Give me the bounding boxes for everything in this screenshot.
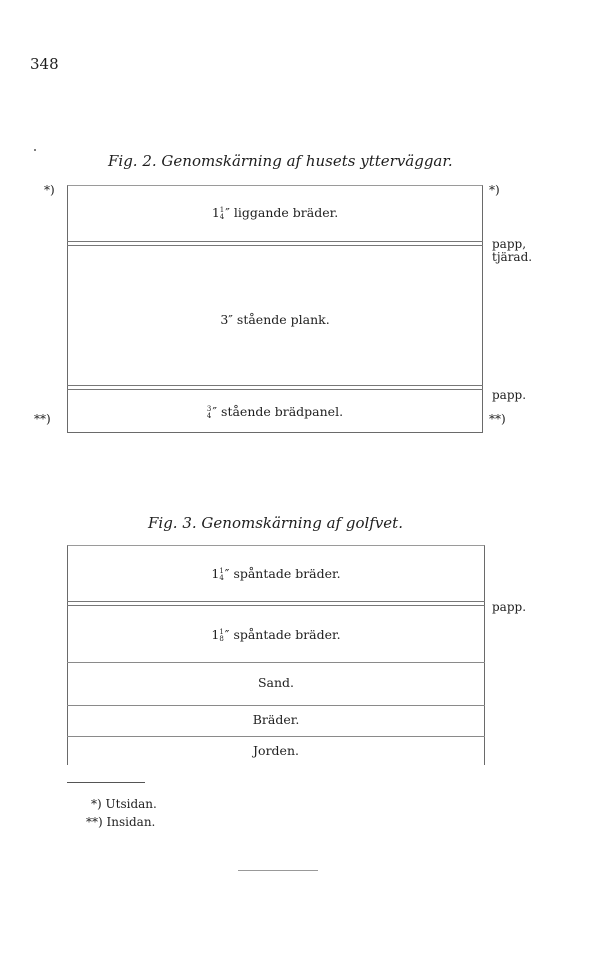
fig3-divider-3 (67, 736, 485, 737)
fig2-layer-top-label: 1 1 4 ″ liggande bräder. (211, 205, 339, 221)
fig2-papp-1-label: papp, tjärad. (492, 237, 533, 264)
fig2-right-top-mark: *) (489, 183, 500, 197)
fig2-left-bottom-mark: **) (34, 412, 51, 426)
fig3-layer-4-label: Bräder. (252, 712, 300, 727)
footnote-2: **) Insidan. (86, 815, 156, 829)
fig2-layer-mid-label: 3″ stående plank. (220, 312, 330, 327)
fig3-layer-3-label: Sand. (257, 675, 295, 690)
fig3-title: Fig. 3. Genomskärning af golfvet. (148, 514, 403, 532)
fig2-papp-layer-2 (67, 385, 483, 390)
page-number: 348 (30, 55, 59, 73)
fig3-papp-label: papp. (492, 600, 527, 614)
bottom-rule (238, 870, 318, 871)
fig3-divider-1 (67, 662, 485, 663)
fig2-wall-section (67, 185, 483, 433)
fig2-right-bottom-mark: **) (489, 412, 506, 426)
fig3-layer-5-label: Jorden. (253, 743, 299, 758)
fig3-layer-1-label: 1 1 4 ″ spåntade bräder. (211, 566, 341, 582)
fig2-papp-layer-1 (67, 241, 483, 246)
fig2-left-top-mark: *) (44, 183, 55, 197)
fig2-title: Fig. 2. Genomskärning af husets ytterväggar. (108, 152, 453, 170)
stray-mark (34, 149, 36, 151)
footnote-1: *) Utsidan. (91, 797, 157, 811)
fig2-papp-2-label: papp. (492, 388, 527, 402)
fig3-layer-2-label: 1 1 8 ″ spåntade bräder. (211, 627, 341, 643)
fig3-divider-2 (67, 705, 485, 706)
footnote-rule (67, 782, 145, 783)
fig3-papp-layer (67, 601, 485, 606)
fig2-layer-bottom-label: 3 4 ″ stående brädpanel. (206, 404, 344, 420)
